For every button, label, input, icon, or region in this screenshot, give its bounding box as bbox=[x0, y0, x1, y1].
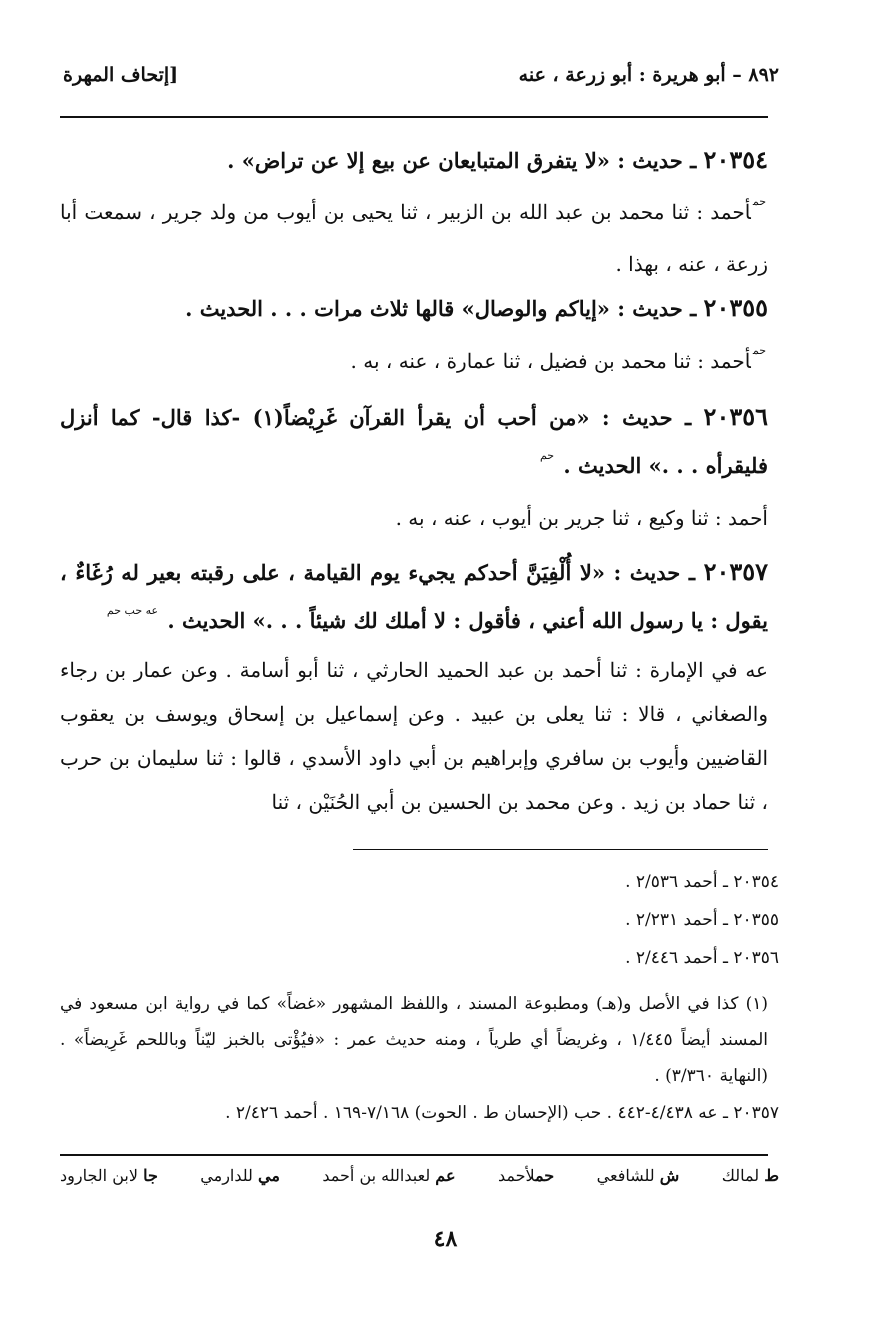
isnad-text: أحمد : ثنا محمد بن فضيل ، ثنا عمارة ، عنه ، به . bbox=[350, 349, 751, 373]
page-number: ٤٨ bbox=[433, 1226, 458, 1252]
hadith-number: ٢٠٣٥٧ bbox=[703, 557, 769, 586]
hadith-text: ـ حديث : «لا أُلْفِيَنَّ أحدكم يجيء يوم القيامة ، على رقبته بعير له رُغَاءٌ ، يقول : يا رسول الله أعني ، فأقول : لا أملك لك شيئاً . . .» الحديث . bbox=[60, 560, 768, 633]
footnote-ref: ٢٠٣٥٤ ـ أحمد ٢/٥٣٦ . bbox=[625, 872, 779, 892]
hadith-text: ـ حديث : «لا يتفرق المتبايعان عن بيع إلا عن تراض» . bbox=[227, 148, 697, 173]
legend-item: مي للدارمي bbox=[200, 1166, 280, 1185]
footnote-ref: ٢٠٣٥٥ ـ أحمد ٢/٢٣١ . bbox=[625, 910, 779, 930]
hadith-text: ـ حديث : «إياكم والوصال» قالها ثلاث مرات . . . الحديث . bbox=[185, 296, 697, 321]
source-sigla: عه حب حم bbox=[106, 604, 159, 617]
footnote-ref: ٢٠٣٥٦ ـ أحمد ٢/٤٤٦ . bbox=[625, 948, 779, 968]
source-sigla: حم bbox=[539, 449, 555, 462]
hadith-20354-isnad bbox=[60, 188, 768, 288]
abbreviation-legend bbox=[60, 1166, 779, 1185]
hadith-20355-title bbox=[60, 288, 768, 329]
header-rule bbox=[60, 116, 768, 118]
footnote-note: (١) كذا في الأصل و(هـ) ومطبوعة المسند ، واللفظ المشهور «غضاً» كما في رواية ابن مسعود في المسند أيضاً ١/٤٤٥ ، وغريضاً أي طرياً ، ومنه حديث عمر : «فيُؤْتى بالخبز ليّناً وباللحم غَرِيضاً» . (النهاية ٣/٣٦٠) . bbox=[60, 994, 768, 1086]
hadith-20356-isnad bbox=[60, 494, 768, 542]
running-header-book: [إتحاف المهرة bbox=[63, 64, 179, 86]
hadith-20355-isnad bbox=[60, 337, 768, 389]
legend-item: ط لمالك bbox=[721, 1166, 779, 1185]
isnad-text: أحمد : ثنا محمد بن عبد الله بن الزبير ، ثنا يحيى بن أيوب من ولد جرير ، سمعت أبا زرعة ، عنه ، بهذا . bbox=[60, 200, 768, 276]
hadith-20356-title bbox=[60, 393, 768, 494]
legend-item: حملأحمد bbox=[497, 1166, 555, 1185]
isnad-text: أحمد : ثنا وكيع ، ثنا جرير بن أيوب ، عنه ، به . bbox=[395, 506, 768, 530]
hadith-number: ٢٠٣٥٥ bbox=[703, 293, 768, 322]
source-sigla: حم bbox=[752, 344, 766, 357]
legend-item: ش للشافعي bbox=[596, 1166, 680, 1185]
hadith-text: ـ حديث : «من أحب أن يقرأ القرآن غَرِيْضاً(١) -كذا قال- كما أنزل فليقرأه . . .» الحديث . bbox=[60, 405, 768, 478]
narration-paragraph: عه في الإمارة : ثنا أحمد بن عبد الحميد الحارثي ، ثنا أبو أسامة . وعن عمار بن رجاء والصغاني ، قالا : ثنا يعلى بن عبيد . وعن إسماعيل بن إسحاق ويوسف بن يعقوب القاضيين وأيوب بن سافري وإبراهيم بن أبي داود الأسدي ، قالوا : ثنا سليمان بن حرب ، ثنا حماد بن زيد . وعن محمد بن الحسين بن أبي الحُنَيْن ، ثنا bbox=[60, 658, 768, 814]
hadith-20354-title bbox=[60, 140, 768, 181]
footnote-references bbox=[279, 863, 779, 977]
hadith-20357-title bbox=[60, 548, 768, 649]
hadith-number: ٢٠٣٥٤ bbox=[703, 145, 768, 174]
footnote-rule bbox=[353, 849, 768, 850]
legend-item: عم لعبدالله بن أحمد bbox=[322, 1166, 456, 1185]
legend-item: جا لابن الجارود bbox=[60, 1166, 158, 1185]
running-header-chapter: ٨٩٢ – أبو هريرة : أبو زرعة ، عنه bbox=[518, 64, 779, 86]
legend-rule bbox=[60, 1154, 768, 1156]
footnote-ref-20357: ٢٠٣٥٧ ـ عه ٤/٤٣٨-٤٤٢ . حب (الإحسان ط . الحوت) ٧/١٦٨-١٦٩ . أحمد ٢/٤٢٦ . bbox=[225, 1103, 779, 1123]
hadith-number: ٢٠٣٥٦ bbox=[703, 402, 768, 431]
source-sigla: حم bbox=[752, 195, 766, 208]
